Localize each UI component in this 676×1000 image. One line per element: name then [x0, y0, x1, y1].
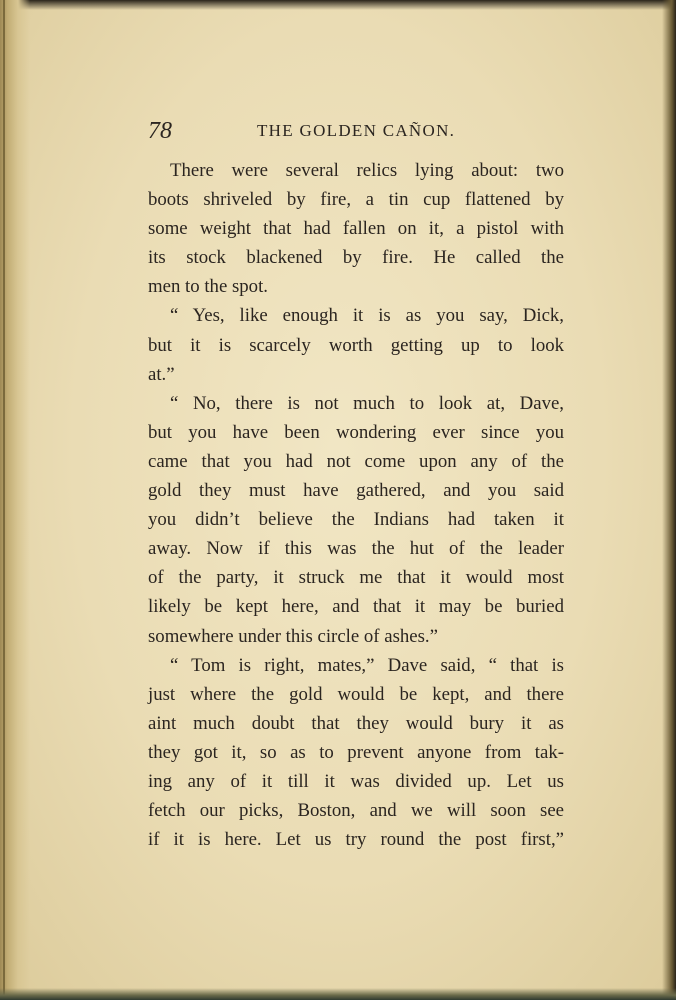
- right-page-edge: [662, 0, 676, 1000]
- text-line: somewhere under this circle of ashes.”: [148, 625, 438, 647]
- text-line: but you have been wondering ever since you: [148, 421, 564, 443]
- spine-line: [3, 0, 5, 1000]
- page-header: [148, 118, 570, 146]
- text-line: at.”: [148, 363, 175, 385]
- text-line: gold they must have gathered, and you said: [148, 480, 564, 502]
- paragraph: [148, 389, 564, 651]
- text-line: if it is here. Let us try round the post first,”: [148, 829, 564, 851]
- text-line: just where the gold would be kept, and there: [148, 683, 564, 705]
- text-line: its stock blackened by fire. He called the: [148, 247, 564, 269]
- text-line: aint much doubt that they would bury it as: [148, 712, 564, 734]
- text-line: boots shriveled by fire, a tin cup flattened by: [148, 189, 564, 211]
- text-line: There were several relics lying about: two: [170, 160, 564, 181]
- text-line: men to the spot.: [148, 276, 268, 298]
- running-title: THE GOLDEN CAÑON.: [257, 121, 456, 140]
- bottom-page-edge: [0, 988, 676, 1000]
- text-line: ing any of it till it was divided up. Let us: [148, 770, 564, 792]
- text-line: but it is scarcely worth getting up to look: [148, 334, 564, 356]
- page-spine-shadow: [0, 0, 30, 1000]
- page-number: 78: [148, 118, 172, 144]
- text-line: they got it, so as to prevent anyone from tak-: [148, 741, 564, 763]
- text-line: “ Yes, like enough it is as you say, Dick,: [170, 305, 564, 327]
- text-line: “ Tom is right, mates,” Dave said, “ that is: [170, 654, 564, 676]
- text-line: likely be kept here, and that it may be buried: [148, 596, 564, 618]
- text-line: some weight that had fallen on it, a pistol with: [148, 218, 564, 240]
- text-line: came that you had not come upon any of the: [148, 450, 564, 472]
- paragraph: [148, 301, 564, 388]
- paragraph: [148, 156, 564, 301]
- text-line: away. Now if this was the hut of the leader: [148, 538, 564, 560]
- text-line: fetch our picks, Boston, and we will soon see: [148, 800, 564, 822]
- text-line: you didn’t believe the Indians had taken it: [148, 509, 564, 531]
- text-line: of the party, it struck me that it would most: [148, 567, 564, 589]
- text-line: “ No, there is not much to look at, Dave,: [170, 392, 564, 414]
- body-text: [148, 156, 564, 854]
- paragraph: [148, 651, 564, 855]
